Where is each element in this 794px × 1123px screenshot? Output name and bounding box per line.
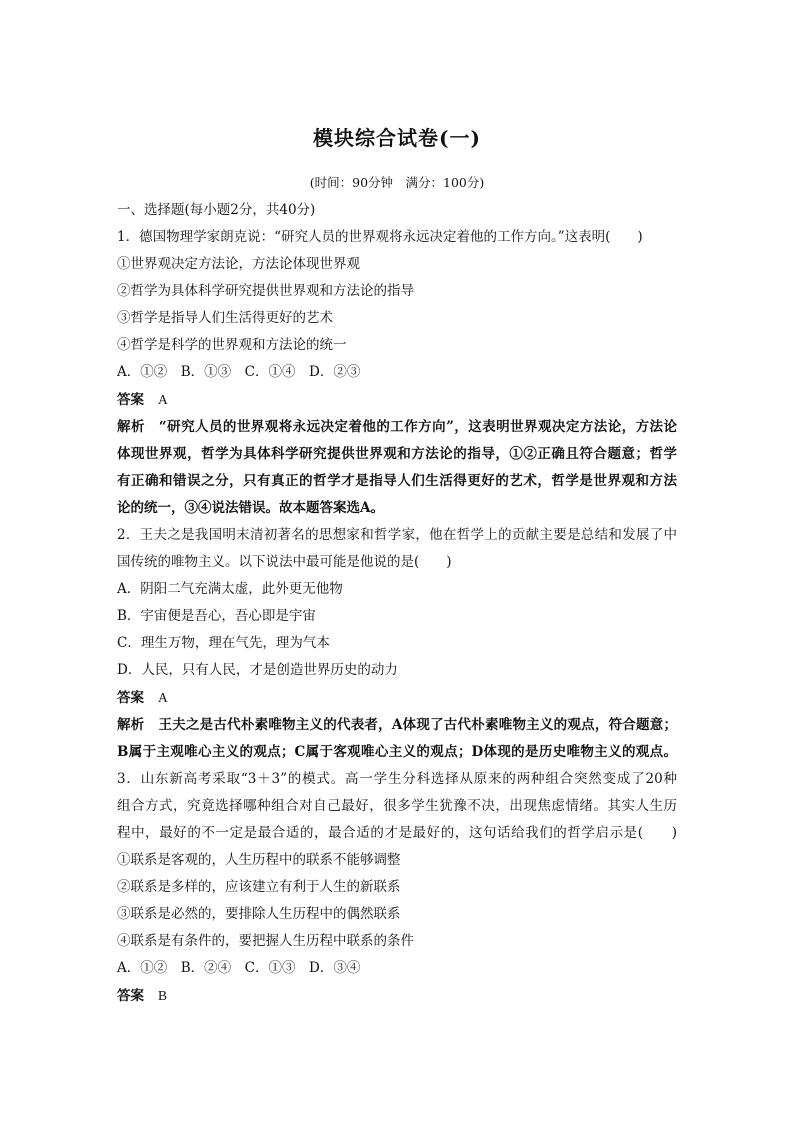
exam-info: (时间：90分钟 满分：100分) <box>309 175 485 190</box>
page-title: 模块综合试卷(一) <box>313 126 481 150</box>
analysis-line: 解析 王夫之是古代朴素唯物主义的代表者，A体现了古代朴素唯物主义的观点，符合题意； <box>117 717 677 733</box>
question-stem: 程中，最好的不一定是最合适的，最合适的才是最好的，这句话给我们的哲学启示是( ) <box>117 825 677 841</box>
answer-line <box>117 386 677 414</box>
analysis-line: B属于主观唯心主义的观点；C属于客观唯心主义的观点；D体现的是历史唯物主义的观点。 <box>117 744 677 760</box>
option-item: A．阴阳二气充满太虚，此外更无他物 <box>117 581 343 597</box>
analysis-line: 有正确和错误之分，只有真正的哲学才是指导人们生活得更好的艺术，哲学是世界观和方法 <box>117 473 677 489</box>
option-item: B．宇宙便是吾心，吾心即是宇宙 <box>117 608 316 624</box>
question-1 <box>117 224 677 522</box>
analysis-label: 解析 <box>117 419 145 435</box>
analysis-line: 体现世界观，哲学为具体科学研究提供世界观和方法论的指导，①②正确且符合题意；哲学 <box>117 446 677 462</box>
question-3 <box>117 766 677 1010</box>
answer-choices: A．①② B．①③ C．①④ D．②③ <box>117 364 361 380</box>
answer-label: 答案 <box>117 988 144 1004</box>
option-item: C．理生万物，理在气先，理为气本 <box>117 635 330 651</box>
question-stem: 3．山东新高考采取“3＋3”的模式。高一学生分科选择从原来的两种组合突然变成了20种 <box>117 771 677 787</box>
option-item: ②联系是多样的，应该建立有利于人生的新联系 <box>117 879 401 895</box>
question-stem: 国传统的唯物主义。以下说法中最可能是他说的是( ) <box>117 554 452 570</box>
analysis-line: 解析 “研究人员的世界观将永远决定着他的工作方向”，这表明世界观决定方法论，方法论 <box>117 419 678 435</box>
option-item: ③哲学是指导人们生活得更好的艺术 <box>117 310 333 326</box>
answer-label: 答案 <box>117 690 144 706</box>
option-item: ①联系是客观的，人生历程中的联系不能够调整 <box>117 852 401 868</box>
analysis-label: 解析 <box>117 717 145 733</box>
answer-label: 答案 <box>117 392 144 408</box>
option-item: ③联系是必然的，要排除人生历程中的偶然联系 <box>117 906 401 922</box>
option-item: ②哲学为具体科学研究提供世界观和方法论的指导 <box>117 283 414 299</box>
question-2 <box>117 522 677 766</box>
answer-choices: A．①② B．②④ C．①③ D．③④ <box>117 960 361 976</box>
option-item: ④联系是有条件的，要把握人生历程中联系的条件 <box>117 933 414 949</box>
answer-line <box>117 684 677 712</box>
section-heading: 一、选择题(每小题2分，共40分) <box>117 202 316 218</box>
question-stem: 组合方式，究竟选择哪种组合对自己最好，很多学生犹豫不决，出现焦虑情绪。其实人生历 <box>117 798 677 814</box>
analysis-line: 论的统一，③④说法错误。故本题答案选A。 <box>117 500 384 516</box>
answer-value: B <box>158 988 168 1003</box>
answer-value: A <box>158 690 168 705</box>
option-item: ①世界观决定方法论，方法论体现世界观 <box>117 256 360 272</box>
option-item: D．人民，只有人民，才是创造世界历史的动力 <box>117 662 398 678</box>
question-stem: 1．德国物理学家朗克说：“研究人员的世界观将永远决定着他的工作方向。”这表明( ) <box>117 229 643 245</box>
option-item: ④哲学是科学的世界观和方法论的统一 <box>117 337 347 353</box>
answer-value: A <box>158 392 168 407</box>
question-stem: 2．王夫之是我国明末清初著名的思想家和哲学家，他在哲学上的贡献主要是总结和发展了中 <box>117 527 677 543</box>
exam-content <box>117 197 677 1010</box>
answer-line <box>117 982 677 1010</box>
